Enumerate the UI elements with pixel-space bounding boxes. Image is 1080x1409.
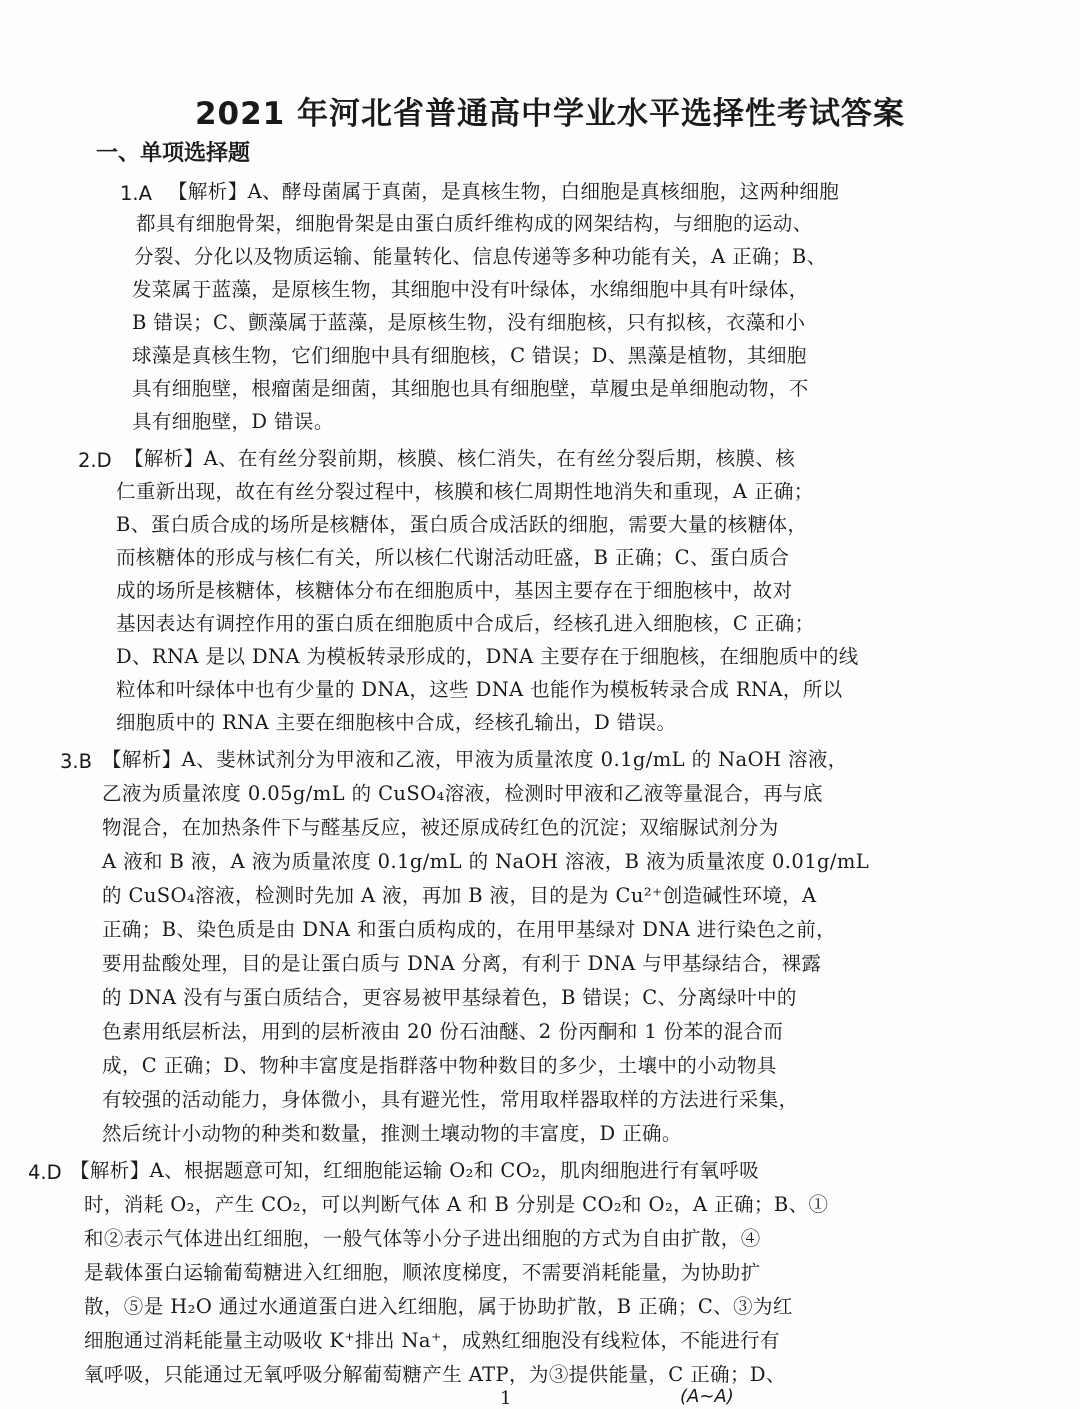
item-line: 有较强的活动能力，身体微小，具有避光性，常用取样器取样的方法进行采集， xyxy=(102,1088,799,1111)
item-line: 时，消耗 O₂，产生 CO₂，可以判断气体 A 和 B 分别是 CO₂和 O₂，A 正确；B、① xyxy=(84,1193,829,1216)
item-line: 具有细胞壁，根瘤菌是细菌，其细胞也具有细胞壁，草履虫是单细胞动物，不 xyxy=(132,377,809,400)
item-line: 成的场所是核糖体，核糖体分布在细胞质中，基因主要存在于细胞核中，故对 xyxy=(116,579,793,602)
item-line: 物混合，在加热条件下与醛基反应，被还原成砖红色的沉淀；双缩脲试剂分为 xyxy=(102,816,779,839)
item-line: 【解析】A、斐林试剂分为甲液和乙液，甲液为质量浓度 0.1g/mL 的 NaOH 溶液， xyxy=(102,748,848,771)
item-line: 和②表示气体进出红细胞，一般气体等小分子进出细胞的方式为自由扩散，④ xyxy=(84,1227,761,1250)
item-line: 基因表达有调控作用的蛋白质在细胞质中合成后，经核孔进入细胞核，C 正确； xyxy=(116,612,815,635)
item-line: 粒体和叶绿体中也有少量的 DNA，这些 DNA 也能作为模板转录合成 RNA，所以 xyxy=(116,678,843,701)
page-number: 1 xyxy=(500,1388,512,1409)
handwritten-note: (A~A) xyxy=(680,1386,734,1407)
item-line: 【解析】A、根据题意可知，红细胞能运输 O₂和 CO₂，肌肉细胞进行有氧呼吸 xyxy=(70,1159,760,1182)
item-line: 成，C 正确；D、物种丰富度是指群落中物种数目的多少，土壤中的小动物具 xyxy=(102,1054,777,1077)
item-line: 散，⑤是 H₂O 通过水通道蛋白进入红细胞，属于协助扩散，B 正确；C、③为红 xyxy=(84,1295,793,1318)
item-line: 都具有细胞骨架，细胞骨架是由蛋白质纤维构成的网架结构，与细胞的运动、 xyxy=(136,212,813,235)
item-line: 【解析】A、酵母菌属于真菌，是真核生物，白细胞是真核细胞，这两种细胞 xyxy=(168,180,840,203)
item-line: 的 CuSO₄溶液，检测时先加 A 液，再加 B 液，目的是为 Cu²⁺创造碱性环境，A xyxy=(102,884,817,907)
item-line: 要用盐酸处理，目的是让蛋白质与 DNA 分离，有利于 DNA 与甲基绿结合，裸露 xyxy=(102,952,822,975)
item-line: 然后统计小动物的种类和数量，推测土壤动物的丰富度，D 正确。 xyxy=(102,1122,682,1145)
item-line: 【解析】A、在有丝分裂前期，核膜、核仁消失，在有丝分裂后期，核膜、核 xyxy=(124,447,796,470)
item-line: 而核糖体的形成与核仁有关，所以核仁代谢活动旺盛，B 正确；C、蛋白质合 xyxy=(116,546,790,569)
item-line: 仁重新出现，故在有丝分裂过程中，核膜和核仁周期性地消失和重现，A 正确； xyxy=(116,480,814,503)
item-line: 球藻是真核生物，它们细胞中具有细胞核，C 错误；D、黑藻是植物，其细胞 xyxy=(132,344,807,367)
item-line: 正确；B、染色质是由 DNA 和蛋白质构成的，在用甲基绿对 DNA 进行染色之前， xyxy=(102,918,837,941)
item-line: 乙液为质量浓度 0.05g/mL 的 CuSO₄溶液，检测时甲液和乙液等量混合，再与底 xyxy=(102,782,823,805)
item-number: 2.D xyxy=(78,449,112,472)
item-line: D、RNA 是以 DNA 为模板转录形成的，DNA 主要存在于细胞核，在细胞质中的线 xyxy=(116,645,859,668)
item-line: 发菜属于蓝藻，是原核生物，其细胞中没有叶绿体，水绵细胞中具有叶绿体， xyxy=(132,278,809,301)
item-line: 细胞质中的 RNA 主要在细胞核中合成，经核孔输出，D 错误。 xyxy=(116,711,677,734)
item-number: 1.A xyxy=(120,182,152,205)
item-number: 3.B xyxy=(60,750,92,773)
item-number: 4.D xyxy=(28,1161,62,1184)
item-line: 细胞通过消耗能量主动吸收 K⁺排出 Na⁺，成熟红细胞没有线粒体，不能进行有 xyxy=(84,1329,780,1352)
item-line: 的 DNA 没有与蛋白质结合，更容易被甲基绿着色，B 错误；C、分离绿叶中的 xyxy=(102,986,797,1009)
item-line: 氧呼吸，只能通过无氧呼吸分解葡萄糖产生 ATP，为③提供能量，C 正确；D、 xyxy=(84,1363,786,1386)
item-line: 分裂、分化以及物质运输、能量转化、信息传递等多种功能有关，A 正确；B、 xyxy=(134,245,827,268)
item-line: B、蛋白质合成的场所是核糖体，蛋白质合成活跃的细胞，需要大量的核糖体， xyxy=(116,513,808,536)
section-heading: 一、单项选择题 xyxy=(96,141,251,166)
item-line: 是载体蛋白运输葡萄糖进入红细胞，顺浓度梯度，不需要消耗能量，为协助扩 xyxy=(84,1261,761,1284)
item-line: 色素用纸层析法，用到的层析液由 20 份石油醚、2 份丙酮和 1 份苯的混合而 xyxy=(102,1020,784,1043)
item-line: 具有细胞壁，D 错误。 xyxy=(132,410,334,433)
page-title: 2021 年河北省普通高中学业水平选择性考试答案 xyxy=(194,96,906,132)
item-line: B 错误；C、颤藻属于蓝藻，是原核生物，没有细胞核，只有拟核，衣藻和小 xyxy=(132,311,806,334)
item-line: A 液和 B 液，A 液为质量浓度 0.1g/mL 的 NaOH 溶液，B 液为质量浓度 0.01g/mL xyxy=(102,850,870,873)
